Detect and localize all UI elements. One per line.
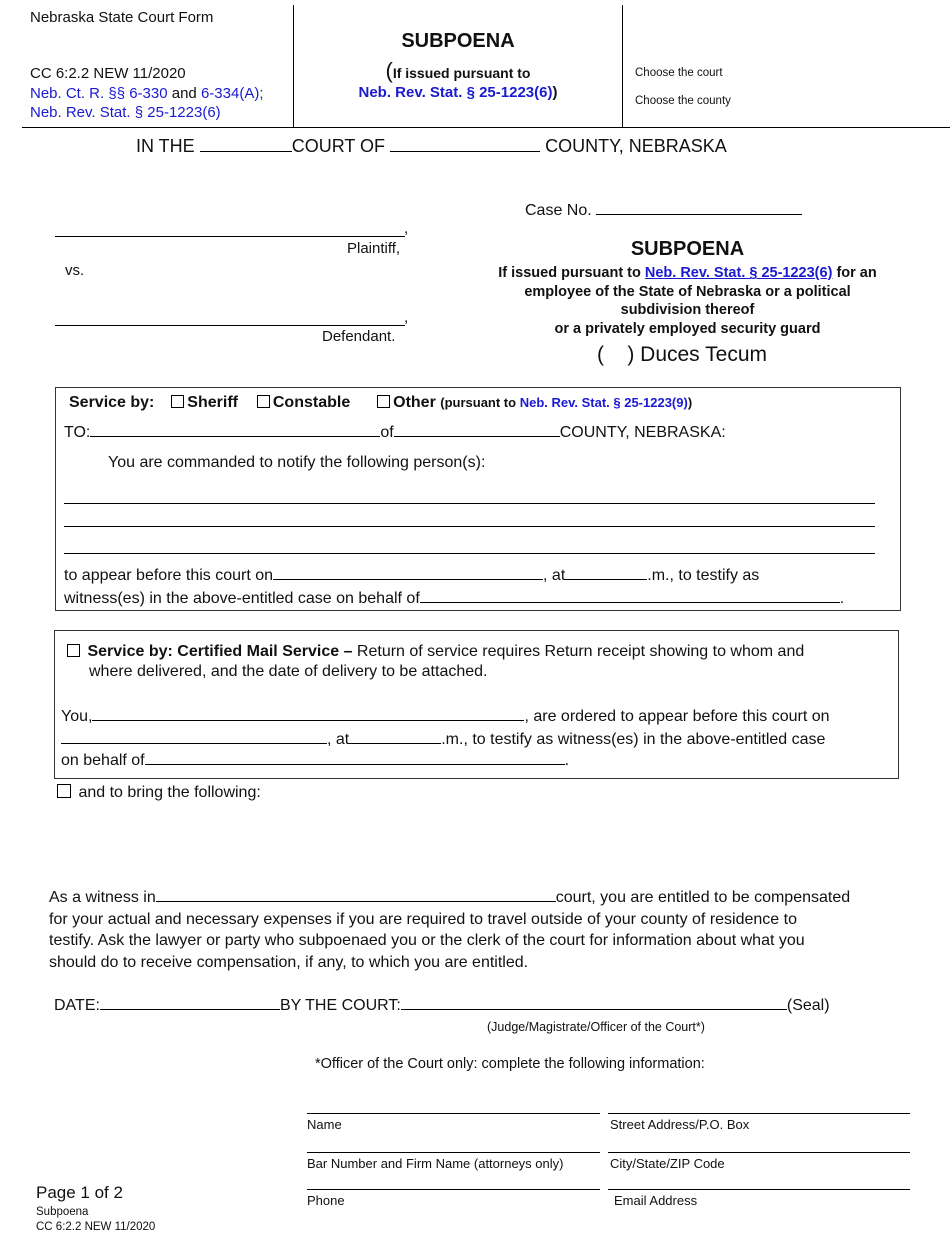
appear-row: to appear before this court on , at .m., to testify as xyxy=(64,567,760,584)
header-subtitle: (If issued pursuant to xyxy=(385,58,531,83)
phone-line[interactable] xyxy=(307,1189,600,1190)
header-subtitle-statute: Neb. Rev. Stat. § 25-1223(6)) xyxy=(358,84,558,101)
subtitle-statute-link[interactable]: Neb. Rev. Stat. § 25-1223(6) xyxy=(358,84,553,101)
phone-label: Phone xyxy=(307,1193,345,1208)
mail-behalf-field[interactable] xyxy=(145,764,565,765)
footer-code: CC 6:2.2 NEW 11/2020 xyxy=(36,1221,156,1233)
officer-note: *Officer of the Court only: complete the following information: xyxy=(315,1056,705,1072)
caption-description: If issued pursuant to Neb. Rev. Stat. § 25-1223(6) for an employee of the State of Nebraska or a political subdivision thereof or a privately employed security guard xyxy=(498,265,877,337)
bring-checkbox[interactable] xyxy=(57,784,71,798)
to-field[interactable] xyxy=(90,436,380,437)
page-number: Page 1 of 2 xyxy=(36,1183,123,1202)
bar-label: Bar Number and Firm Name (attorneys only) xyxy=(307,1156,564,1171)
form-name: Nebraska State Court Form xyxy=(30,9,214,26)
defendant-label: Defendant. xyxy=(322,328,396,345)
other-statute-link[interactable]: Neb. Rev. Stat. § 25-1223(9) xyxy=(519,395,688,410)
mail-date-field[interactable] xyxy=(61,743,327,744)
court-type-field[interactable] xyxy=(200,151,292,152)
county-field[interactable] xyxy=(390,151,540,152)
signature-row: DATE: BY THE COURT: (Seal) xyxy=(54,997,830,1014)
judge-caption: (Judge/Magistrate/Officer of the Court*) xyxy=(487,1020,705,1034)
desc-statute-link[interactable]: Neb. Rev. Stat. § 25-1223(6) xyxy=(644,265,833,281)
mail-at-row: , at .m., to testify as witness(es) in the above-entitled case xyxy=(61,731,825,749)
duces-tecum-option[interactable]: ( ) Duces Tecum xyxy=(597,343,767,366)
street-line[interactable] xyxy=(608,1113,910,1114)
persons-line-1[interactable] xyxy=(64,503,875,504)
of-county-field[interactable] xyxy=(394,436,560,437)
appear-date-field[interactable] xyxy=(273,579,543,580)
vs-label: vs. xyxy=(65,262,85,279)
name-label: Name xyxy=(307,1117,342,1132)
you-field[interactable] xyxy=(92,720,524,721)
caption-title: SUBPOENA xyxy=(630,238,745,260)
other-checkbox[interactable] xyxy=(377,395,390,408)
judge-signature-field[interactable] xyxy=(401,1009,787,1010)
persons-line-3[interactable] xyxy=(64,553,875,554)
plaintiff-label: Plaintiff, xyxy=(347,240,401,257)
date-field[interactable] xyxy=(100,1009,280,1010)
name-line[interactable] xyxy=(307,1113,600,1114)
persons-line-2[interactable] xyxy=(64,526,875,527)
constable-checkbox[interactable] xyxy=(257,395,270,408)
street-label: Street Address/P.O. Box xyxy=(610,1117,750,1132)
header-title: SUBPOENA xyxy=(401,30,515,52)
appear-time-field[interactable] xyxy=(565,579,647,580)
commanded-text: You are commanded to notify the following person(s): xyxy=(108,454,486,471)
service-by-row: Service by: Sheriff Constable Other (pursuant to Neb. Rev. Stat. § 25-1223(9)) xyxy=(69,394,693,411)
form-code: CC 6:2.2 NEW 11/2020 xyxy=(30,65,186,82)
witness-row: witness(es) in the above-entitled case on behalf of . xyxy=(64,590,845,607)
footer-doc: Subpoena xyxy=(36,1206,89,1218)
court-rules: Neb. Ct. R. §§ 6-330 and 6-334(A); xyxy=(30,85,264,102)
to-row: TO: of COUNTY, NEBRASKA: xyxy=(64,424,726,441)
statute-link[interactable]: Neb. Rev. Stat. § 25-1223(6) xyxy=(30,104,221,121)
defendant-field[interactable] xyxy=(55,307,405,326)
certified-mail-checkbox[interactable] xyxy=(67,644,80,657)
plaintiff-field[interactable] xyxy=(55,218,405,237)
bar-line[interactable] xyxy=(307,1152,600,1153)
caption-line: IN THE COURT OF COUNTY, NEBRASKA xyxy=(136,136,727,156)
compensation-paragraph: As a witness in court, you are entitled to be compensated for your actual and necessary expenses if you are required to travel outside of your county of residence to testify. Ask the lawyer or party who subpoenaed you or the clerk of the court for information about what you should do to receive compensation, if any, to which you are entitled. xyxy=(49,889,851,971)
case-no: Case No. xyxy=(525,194,802,220)
sheriff-checkbox[interactable] xyxy=(171,395,184,408)
witness-court-field[interactable] xyxy=(156,901,556,902)
behalf-field[interactable] xyxy=(420,602,840,603)
mail-service-row: Service by: Certified Mail Service – Return of service requires Return receipt showing to whom and where delivered, and the date of delivery to be attached. xyxy=(67,642,892,682)
rule-link-6-334[interactable]: 6-334(A); xyxy=(200,85,264,102)
city-line[interactable] xyxy=(608,1152,910,1153)
email-label: Email Address xyxy=(614,1193,698,1208)
choose-court-dropdown[interactable]: Choose the court xyxy=(635,67,723,79)
mail-behalf-row: on behalf of . xyxy=(61,752,570,769)
you-row: You, , are ordered to appear before this court on xyxy=(61,708,830,725)
mail-time-field[interactable] xyxy=(349,743,441,744)
city-label: City/State/ZIP Code xyxy=(610,1156,725,1171)
case-no-field[interactable] xyxy=(596,194,802,215)
rule-link-6-330[interactable]: Neb. Ct. R. §§ 6-330 xyxy=(30,85,168,102)
email-line[interactable] xyxy=(608,1189,910,1190)
choose-county-dropdown[interactable]: Choose the county xyxy=(635,95,731,107)
bring-row: and to bring the following: xyxy=(57,784,261,802)
